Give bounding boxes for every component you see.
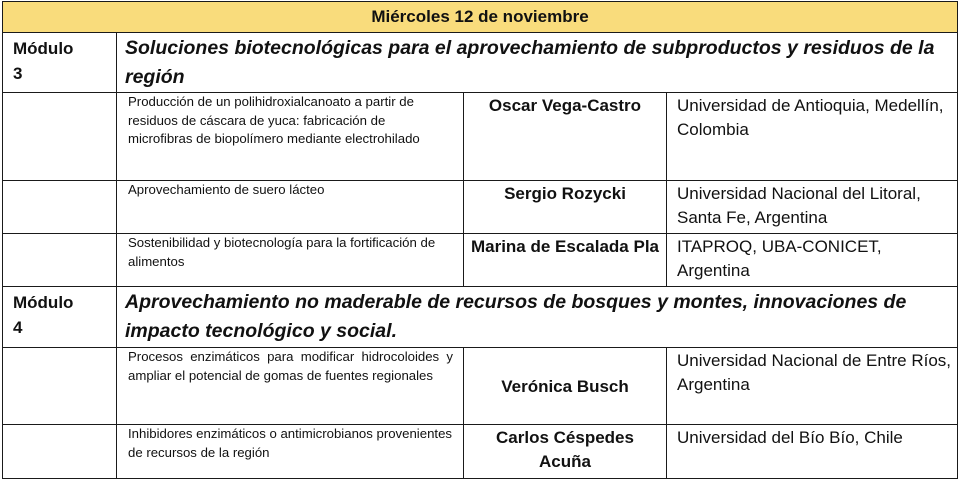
talk-row [3, 425, 958, 479]
module-label [3, 33, 117, 93]
module-title: Soluciones biotecnológicas para el aprovechamiento de subproductos y residuos de la región [117, 33, 958, 93]
talk-row [3, 348, 958, 425]
talk-topic: Inhibidores enzimáticos o antimicrobianos provenientes de recursos de la región [117, 425, 464, 479]
talk-affiliation: Universidad Nacional del Litoral, Santa Fe, Argentina [667, 181, 958, 234]
talk-topic: Procesos enzimáticos para modificar hidrocoloides y ampliar el potencial de gomas de fuentes regionales [117, 348, 464, 425]
talk-affiliation: Universidad de Antioquia, Medellín, Colombia [667, 93, 958, 181]
empty-cell [3, 234, 117, 287]
date-header-row [3, 2, 958, 33]
talk-speaker: Sergio Rozycki [464, 181, 667, 234]
talk-row [3, 181, 958, 234]
module-row [3, 287, 958, 348]
talk-speaker: Oscar Vega-Castro [464, 93, 667, 181]
talk-topic: Aprovechamiento de suero lácteo [117, 181, 464, 234]
module-title: Aprovechamiento no maderable de recursos de bosques y montes, innovaciones de impacto tecnológico y social. [117, 287, 958, 348]
module-label-word: Módulo [13, 293, 74, 312]
empty-cell [3, 425, 117, 479]
module-label-word: Módulo [13, 39, 74, 58]
talk-affiliation: ITAPROQ, UBA-CONICET, Argentina [667, 234, 958, 287]
empty-cell [3, 93, 117, 181]
module-label [3, 287, 117, 348]
talk-topic: Producción de un polihidroxialcanoato a partir de residuos de cáscara de yuca: fabricación de microfibras de biopolímero mediante electrohilado [117, 93, 464, 181]
talk-speaker: Carlos Céspedes Acuña [464, 425, 667, 479]
talk-speaker: Marina de Escalada Pla [464, 234, 667, 287]
module-number: 4 [13, 318, 23, 337]
talk-speaker: Verónica Busch [464, 348, 667, 425]
talk-row [3, 234, 958, 287]
module-row [3, 33, 958, 93]
module-number: 3 [13, 64, 23, 83]
talk-topic: Sostenibilidad y biotecnología para la fortificación de alimentos [117, 234, 464, 287]
empty-cell [3, 181, 117, 234]
date-header: Miércoles 12 de noviembre [3, 2, 958, 33]
schedule-table [2, 1, 958, 479]
talk-row [3, 93, 958, 181]
talk-affiliation: Universidad del Bío Bío, Chile [667, 425, 958, 479]
empty-cell [3, 348, 117, 425]
talk-affiliation: Universidad Nacional de Entre Ríos, Argentina [667, 348, 958, 425]
